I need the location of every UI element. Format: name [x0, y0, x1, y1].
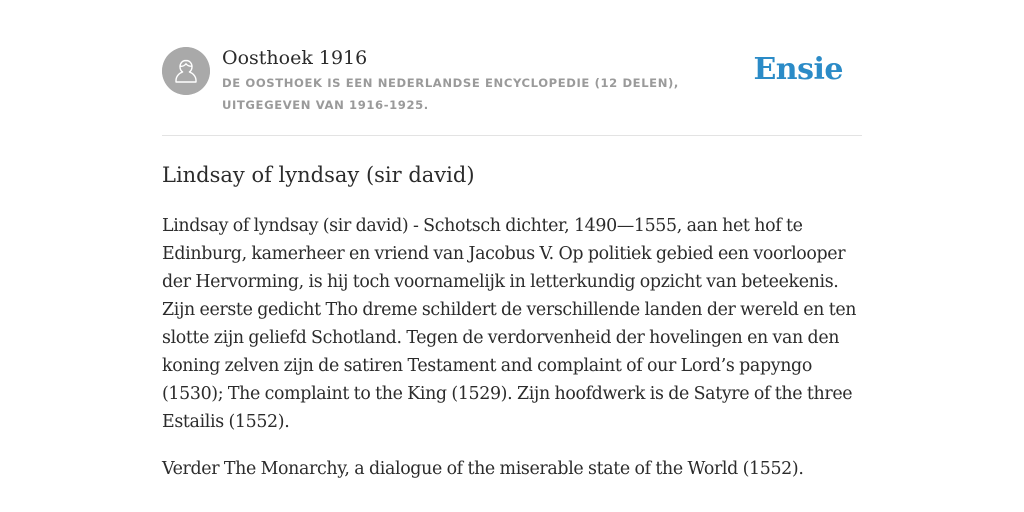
ensie-logo[interactable]: Ensie: [753, 52, 843, 87]
entry-paragraph: Lindsay of lyndsay (sir david) - Schotsch dichter, 1490—1555, aan het hof te Edinburg, kamerheer en vriend van Jacobus V. Op politiek gebied een voorlooper der Hervorming, is hij toch voornamelijk in letterkundig opzicht van beteekenis. Zijn eerste gedicht Tho dreme schildert de verschillende landen der wereld en ten slotte zijn geliefd Schotland. Tegen de verdorvenheid der hovelingen en van den koning zelven zijn de satiren Testament and complaint of our Lord’s papyngo (1530); The complaint to the King (1529). Zijn hoofdwerk is de Satyre of the three Estailis (1552).: [162, 216, 857, 432]
source-description: DE OOSTHOEK IS EEN NEDERLANDSE ENCYCLOPEDIE (12 DELEN), UITGEGEVEN VAN 1916-1925.: [222, 76, 679, 112]
source-header: [162, 46, 862, 118]
header-divider: [162, 135, 862, 136]
user-silhouette-icon: [162, 47, 210, 95]
source-title[interactable]: Oosthoek 1916: [222, 47, 368, 69]
entry-paragraph: Verder The Monarchy, a dialogue of the miserable state of the World (1552).: [162, 459, 804, 479]
source-avatar[interactable]: [162, 47, 210, 95]
page-container: [162, 0, 862, 512]
entry-title: Lindsay of lyndsay (sir david): [162, 163, 475, 187]
entry-body: [162, 212, 862, 502]
